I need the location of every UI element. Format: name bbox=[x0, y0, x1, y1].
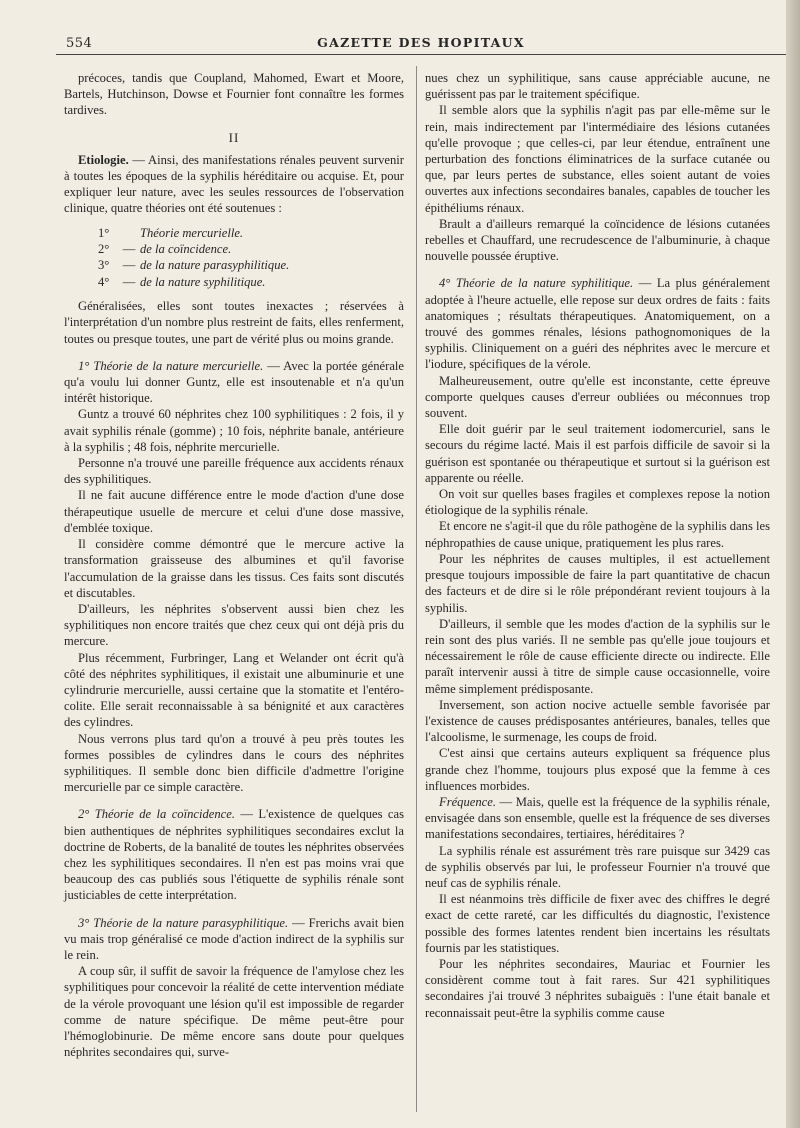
frequence-text: — Mais, quelle est la fréquence de la syphilis rénale, envisagée dans son ensemble, quelle est la fréquence de ses diverses manifestations secondaires, tertiaires, héréditaires ? bbox=[425, 794, 770, 842]
column-divider bbox=[416, 66, 417, 1112]
theory-1-text: — Avec la portée générale qu'a voulu lui donner Guntz, elle est insoutenable et n'a qu'un intérêt historique. bbox=[64, 358, 404, 406]
theory-label: de la coïncidence. bbox=[140, 242, 232, 257]
theory-list bbox=[98, 225, 404, 291]
theory-number: 2° bbox=[98, 242, 110, 257]
paragraph: Nous verrons plus tard qu'on a trouvé à peu près toutes les formes possibles de cylindres dans le cours des néphrites syphilitiques. Il semble donc bien difficile d'admettre l'origine mercurielle par ce simple caractère. bbox=[64, 731, 404, 795]
page-edge-shadow bbox=[786, 0, 800, 1128]
theory-dash: — bbox=[122, 258, 136, 273]
theory-2-text: — L'existence de quelques cas bien authentiques de néphrites syphilitiques secondaires exclut la doctrine de Roberts, de la banalité de toutes les néphrites observées chez les syphilitiques secondaires. Il n'en est pas moins vrai que beaucoup des cas publiés sous l'étiquette de syphilis rénale sont justiciables de cette interprétation. bbox=[64, 807, 404, 903]
right-column bbox=[425, 70, 770, 1021]
left-column bbox=[64, 70, 404, 1060]
paragraph: Pour les néphrites secondaires, Mauriac et Fournier les considèrent comme tout à fait rares. Sur 421 syphilitiques secondaires j'ai trouvé 3 néphrites subaiguës : l'une était banale et reconnaissait peut-être la syphilis comme cause bbox=[425, 956, 770, 1020]
etiologie-paragraph bbox=[64, 152, 404, 217]
theory-item bbox=[98, 257, 404, 273]
paragraph: Plus récemment, Furbringer, Lang et Welander ont écrit qu'à côté des néphrites syphilitiques, il existait une albuminurie et une cylindrurie mercurielle, aussi certaine que la stomatite et l'entéro-colite. Elle serait reconnaissable à sa bénignité et aux caractères des cylindres. bbox=[64, 650, 404, 730]
theory-4-paragraph bbox=[425, 275, 770, 372]
paragraph: Et encore ne s'agit-il que du rôle pathogène de la syphilis dans les néphropathies de cause unique, pratiquement les plus rares. bbox=[425, 519, 771, 550]
paragraph: Généralisées, elles sont toutes inexactes ; réservées à l'interprétation d'un nombre plus restreint de faits, elles renferment, toutes ou presque toutes, une part de vérité plus ou moins grande. bbox=[64, 299, 404, 346]
running-title: GAZETTE DES HOPITAUX bbox=[317, 35, 525, 50]
paragraph: nues chez un syphilitique, sans cause appréciable aucune, ne guérissent pas par le traitement spécifique. bbox=[425, 71, 770, 102]
theory-item bbox=[98, 274, 404, 290]
paragraph: A coup sûr, il suffit de savoir la fréquence de l'amylose chez les syphilitiques pour concevoir la réalité de cette intervention médiate de la vérole provoquant une lésion qu'il est impossible de regarder comme de nature spécifique. De même peut-être pour l'hémoglobinurie. De même encore sans doute pour quelques néphrites secondaires qui, surve- bbox=[64, 964, 404, 1060]
theory-2-heading: 2° Théorie de la coïncidence. bbox=[78, 807, 235, 822]
paragraph: D'ailleurs, il semble que les modes d'action de la syphilis sur le rein sont des plus variés. Il ne semble pas qu'elle joue toujours et nécessairement le rôle de cause efficiente directe ou indirecte. Elle paraît intervenir aussi à titre de simple cause occasionnelle, voire même simplement prédisposante. bbox=[425, 616, 770, 696]
page-number: 554 bbox=[66, 36, 93, 51]
theory-3-heading: 3° Théorie de la nature parasyphilitique. bbox=[78, 915, 289, 930]
theory-number: 3° bbox=[98, 258, 110, 273]
page-header bbox=[56, 30, 786, 55]
paragraph: Malheureusement, outre qu'elle est inconstante, cette épreuve comporte quelques causes d'erreur oubliées ou méconnues trop souvent. bbox=[425, 373, 770, 421]
paragraph: La syphilis rénale est assurément très rare puisque sur 3429 cas de syphilis observés par lui, le professeur Fournier n'a trouvé que neuf cas de syphilis rénale. bbox=[425, 843, 770, 890]
paragraph: Il considère comme démontré que le mercure active la transformation graisseuse des albumines et qu'il favorise l'accumulation de la graisse dans les tissus. Ces faits sont discutés et discutables. bbox=[64, 537, 404, 600]
theory-dash: — bbox=[122, 242, 136, 257]
paragraph: Elle doit guérir par le seul traitement iodomercuriel, sans le secours du régime lacté. Mais il est parfois difficile de savoir si la guérison est spontanée ou thérapeutique et surtout si la guérison est apparente ou réelle. bbox=[425, 422, 770, 485]
paragraph: Il est néanmoins très difficile de fixer avec des chiffres le degré exact de cette rareté, car les difficultés du diagnostic, l'existence possible des formes latentes rendent bien incertains les résultats fournis par les statistiques. bbox=[425, 892, 770, 955]
section-numeral: II bbox=[228, 129, 240, 145]
theory-3-paragraph bbox=[64, 915, 404, 964]
etiologie-text: — Ainsi, des manifestations rénales peuvent survenir à toutes les époques de la syphilis héréditaire ou acquise. Et, pour expliquer leur nature, avec les seules ressources de l'observation clinique, quatre théories ont été soutenues : bbox=[64, 152, 404, 216]
paragraph: Personne n'a trouvé une pareille fréquence aux accidents rénaux des syphilitiques. bbox=[64, 456, 404, 487]
paragraph: C'est ainsi que certains auteurs expliquent sa fréquence plus grande chez l'homme, toujours plus exposé que la femme à ces influences morbides. bbox=[425, 746, 770, 793]
theory-label: Théorie mercurielle. bbox=[140, 225, 244, 240]
paragraph: Inversement, son action nocive actuelle semble favorisée par l'existence de causes prédisposantes antérieures, banales, telles que l'alcoolisme, le surmenage, les coups de froid. bbox=[425, 697, 770, 745]
theory-number: 4° bbox=[98, 274, 110, 289]
paragraph: Guntz a trouvé 60 néphrites chez 100 syphilitiques : 2 fois, il y avait syphilis rénale (gomme) ; 10 fois, néphrite banale, antérieure à la syphilis ; 48 fois, néphrite mercurielle. bbox=[64, 407, 404, 454]
theory-3-text: — Frerichs avait bien vu mais trop généralisé ce mode d'action indirect de la syphilis sur le rein. bbox=[64, 915, 404, 962]
theory-1-heading: 1° Théorie de la nature mercurielle. bbox=[78, 358, 264, 373]
etiologie-heading: Etiologie. bbox=[78, 152, 129, 167]
theory-label: de la nature syphilitique. bbox=[140, 274, 266, 289]
paragraph: D'ailleurs, les néphrites s'observent aussi bien chez les syphilitiques non encore traités que chez ceux qui ont déjà pris du mercure. bbox=[64, 601, 404, 649]
theory-1-paragraph bbox=[64, 358, 404, 407]
paragraph: On voit sur quelles bases fragiles et complexes repose la notion étiologique de la syphilis rénale. bbox=[425, 487, 770, 518]
paragraph: Pour les néphrites de causes multiples, il est actuellement presque toujours impossible de faire la part quantitative de chacun des facteurs et de dire si le rôle prépondérant revient toujours à la syphilis. bbox=[425, 551, 770, 615]
theory-4-heading: 4° Théorie de la nature syphilitique. bbox=[439, 276, 634, 291]
theory-item bbox=[98, 241, 404, 257]
paragraph: Brault a d'ailleurs remarqué la coïncidence de lésions cutanées rebelles et Chauffard, une recrudescence de l'albuminurie, à chaque nouvelle poussée éruptive. bbox=[425, 216, 770, 264]
theory-4-text: — La plus généralement adoptée à l'heure actuelle, elle repose sur deux ordres de faits : faits anatomiques ; résultats thérapeutiques. Anatomiquement, on a trouvé des gommes rénales, lésions pathognomoniques de la syphilis. Cliniquement on a guéri des néphrites avec le mercure et l'iodure, spécifiques de la vérole. bbox=[425, 276, 770, 372]
paragraph: Il ne fait aucune différence entre le mode d'action d'une dose thérapeutique usuelle de mercure et celui d'une dose massive, d'emblée toxique. bbox=[64, 488, 404, 535]
paragraph: précoces, tandis que Coupland, Mahomed, Ewart et Moore, Bartels, Hutchinson, Dowse et Fournier font connaître les formes tardives. bbox=[64, 71, 404, 118]
frequence-paragraph bbox=[425, 794, 770, 843]
paragraph: Il semble alors que la syphilis n'agit pas par elle-même sur le rein, mais indirectement par l'intermédiaire des lésions cutanées qu'elle provoque ; que celles-ci, par leur étendue, entraînent une perturbation des fonctions éliminatrices de la surface cutanée ou que, par leurs pertes de substance, elles soient autant de voies ouvertes aux infections secondaires banales, capables de toucher les épithéliums rénaux. bbox=[425, 103, 770, 215]
frequence-heading: Fréquence. bbox=[439, 794, 496, 809]
theory-dash: — bbox=[122, 274, 136, 289]
theory-label: de la nature parasyphilitique. bbox=[140, 258, 290, 273]
theory-2-paragraph bbox=[64, 806, 404, 903]
theory-number: 1° bbox=[98, 225, 110, 240]
theory-item bbox=[98, 225, 404, 241]
